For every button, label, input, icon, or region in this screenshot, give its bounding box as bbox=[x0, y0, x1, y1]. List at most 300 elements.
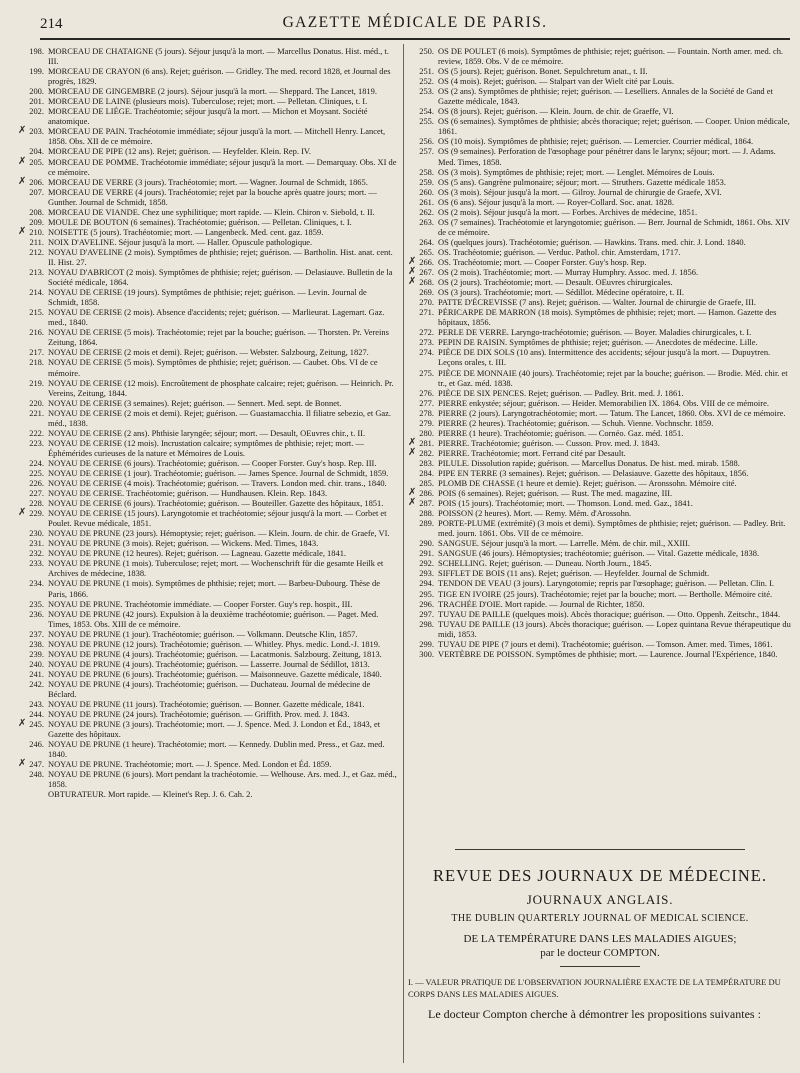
page-header bbox=[40, 10, 790, 36]
entry-number: 234. bbox=[29, 578, 44, 589]
entry-number: 231. bbox=[29, 538, 44, 549]
entry-item bbox=[408, 257, 792, 267]
entry-number: 261. bbox=[419, 196, 434, 207]
entry-number: 275. bbox=[419, 367, 434, 378]
entry-number: 279. bbox=[419, 417, 434, 428]
entry-number: 214. bbox=[29, 287, 44, 298]
entry-item bbox=[408, 589, 792, 599]
entry-number: 226. bbox=[29, 478, 44, 489]
entry-text: PIÈCE DE MONNAIE (40 jours). Trachéotomie; rejet par la bouche; guérison. — Brodie. Méd. chir. et tr., et Gaz. méd. 1838. bbox=[438, 367, 788, 388]
entry-text: TIGE EN IVOIRE (25 jours). Trachéotomie; rejet par la bouche; mort. — Bertholle. Mémoire cité. bbox=[438, 588, 773, 599]
entry-text: NOYAU DE PRUNE (4 jours). Trachéotomie; guérison. — Duchateau. Journal de médecine de Béclard. bbox=[48, 678, 371, 699]
entry-text: NOYAU DE PRUNE (42 jours). Expulsion à la deuxième trachéotomie; guérison. — Paget. Med. Times, 1853. Obs. XIII de ce mémoire. bbox=[48, 608, 379, 629]
entry-item bbox=[18, 709, 398, 719]
entry-number: 237. bbox=[29, 628, 44, 639]
review-rule-top bbox=[455, 849, 745, 850]
entry-item bbox=[408, 187, 792, 197]
entry-number: 296. bbox=[419, 598, 434, 609]
margin-mark: ✗ bbox=[18, 125, 27, 137]
entry-text: MORCEAU DE GINGEMBRE (2 jours). Séjour jusqu'à la mort. — Sheppard. The Lancet, 1819. bbox=[48, 86, 377, 97]
entry-number: 278. bbox=[419, 407, 434, 418]
entry-item bbox=[18, 669, 398, 679]
entry-item bbox=[408, 498, 792, 508]
entry-number: 204. bbox=[29, 146, 44, 157]
entry-item bbox=[18, 538, 398, 548]
entry-text: NOYAU DE CERISE (2 mois et demi). Rejet; guérison. — Webster. Salzbourg, Zeitung, 1827. bbox=[48, 347, 369, 358]
entry-item bbox=[408, 448, 792, 458]
entry-number: 285. bbox=[419, 478, 434, 489]
entry-text: NOYAU DE PRUNE (12 heures). Rejet; guérison. — Lagneau. Gazette médicale, 1841. bbox=[48, 548, 347, 559]
entry-text: PIERRE. Trachéotomie; guérison. — Cusson. Prov. med. J. 1843. bbox=[438, 437, 660, 448]
entry-number: 222. bbox=[29, 427, 44, 438]
entry-number: 298. bbox=[419, 618, 434, 629]
entry-text: PLOMB DE CHASSE (1 heure et demie). Rejet; guérison. — Aronssohn. Mémoire cité. bbox=[438, 478, 737, 489]
entry-text: NOYAU DE PRUNE (6 jours). Trachéotomie; guérison. — Maisonneuve. Gazette médicale, 1840. bbox=[48, 668, 382, 679]
entry-text: NOYAU DE PRUNE (24 jours). Trachéotomie; guérison. — Griffith. Prov. med. J. 1843. bbox=[48, 709, 350, 720]
entry-item bbox=[18, 428, 398, 438]
entry-item bbox=[18, 408, 398, 428]
entry-text: NOYAU DE CERISE. Trachéotomie; guérison. — Hundhausen. Klein. Rep. 1843. bbox=[48, 488, 328, 499]
entry-text: TUYAU DE PIPE (7 jours et demi). Trachéotomie; guérison. — Tomson. Amer. med. Times, 1861. bbox=[438, 638, 773, 649]
entry-item bbox=[408, 398, 792, 408]
entry-item bbox=[408, 388, 792, 398]
entry-number: 212. bbox=[29, 246, 44, 257]
entry-item bbox=[18, 247, 398, 267]
review-journal-name: THE DUBLIN QUARTERLY JOURNAL OF MEDICAL SCIENCE. bbox=[451, 913, 749, 925]
entry-text: OS (10 mois). Symptômes de phthisie; rejet; guérison. — Lemercier. Courrier médical, 1864. bbox=[438, 136, 754, 147]
entry-number: 250. bbox=[419, 46, 434, 56]
entry-number: 252. bbox=[419, 76, 434, 87]
entry-number: 211. bbox=[29, 236, 44, 247]
entry-item bbox=[408, 327, 792, 337]
entry-item bbox=[18, 609, 398, 629]
entry-text: MORCEAU DE LAINE (plusieurs mois). Tuberculose; rejet; mort. — Pelletan. Cliniques, t. I. bbox=[48, 96, 368, 107]
entry-text: OS (8 jours). Rejet; guérison. — Klein. Journ. de chir. de Graeffe, VI. bbox=[438, 106, 674, 117]
entry-item bbox=[408, 177, 792, 187]
review-rule bbox=[560, 966, 640, 967]
entry-number: 267. bbox=[419, 267, 434, 278]
entry-text: PIERRE (1 heure). Trachéotomie; guérison. — Cornéo. Gaz. méd. 1851. bbox=[438, 427, 684, 438]
entry-item bbox=[408, 167, 792, 177]
page-number: 214 bbox=[40, 16, 63, 32]
entry-text: TRACHÉE D'OIE. Mort rapide. — Journal de Richter, 1850. bbox=[438, 598, 645, 609]
entry-text: NOISETTE (5 jours). Trachéotomie; mort. — Langenbeck. Med. cent. gaz. 1859. bbox=[48, 226, 324, 237]
entry-item bbox=[18, 578, 398, 598]
entry-text: MORCEAU DE PAIN. Trachéotomie immédiate; séjour jusqu'à la mort. — Mitchell Henry. Lancet, 1858. Obs. XII de ce mémoire. bbox=[48, 126, 386, 147]
entry-number: 238. bbox=[29, 638, 44, 649]
entry-item bbox=[408, 66, 792, 76]
entry-number: 264. bbox=[419, 236, 434, 247]
entry-text: NOYAU DE PRUNE. Trachéotomie; mort. — J. Spence. Med. London et Éd. 1859. bbox=[48, 759, 332, 770]
entry-number: 199. bbox=[29, 66, 44, 77]
entry-text: POISSON (2 heures). Mort. — Remy. Mém. d'Arossohn. bbox=[438, 508, 632, 519]
entry-item bbox=[18, 639, 398, 649]
entry-item bbox=[408, 599, 792, 609]
entry-item bbox=[408, 347, 792, 367]
entry-text: NOYAU DE PRUNE (1 mois). Tuberculose; rejet; mort. — Wochenschrift für die gesamte Heilk et Archives de médecine, 1838. bbox=[48, 558, 384, 579]
entry-text: OS (4 mois). Rejet; guérison. — Stalpart van der Wielt cité par Louis. bbox=[438, 76, 674, 87]
entry-item bbox=[18, 378, 398, 398]
entry-text: MORCEAU DE PIPE (12 ans). Rejet; guérison. — Heyfelder. Klein. Rep. IV. bbox=[48, 146, 312, 157]
entry-text: SIFFLET DE BOIS (11 ans). Rejet; guérison. — Heyfelder. Journal de Schmidt. bbox=[438, 568, 710, 579]
entry-number: 284. bbox=[419, 467, 434, 478]
entry-item bbox=[18, 458, 398, 468]
entry-text: MORCEAU DE CHATAIGNE (5 jours). Séjour jusqu'à la mort. — Marcellus Donatus. Hist. méd., t. III. bbox=[48, 46, 389, 67]
entry-item bbox=[408, 438, 792, 448]
entry-text: NOYAU DE PRUNE (3 mois). Rejet; guérison. — Wickens. Med. Times, 1843. bbox=[48, 538, 319, 549]
entry-item bbox=[408, 619, 792, 639]
entry-text: TENDON DE VEAU (3 jours). Laryngotomie; repris par l'œsophage; guérison. — Pelletan. Clin. I. bbox=[438, 578, 774, 589]
entry-text: NOYAU DE CERISE (2 mois). Absence d'accidents; rejet; guérison. — Marlieurat. Lagemart. Gaz. med., 1840. bbox=[48, 307, 385, 328]
entry-text: NOYAU DE PRUNE. Trachéotomie immédiate. — Cooper Forster. Guy's rep. hospit., III. bbox=[48, 598, 353, 609]
entry-text: NOYAU DE CERISE (12 mois). Incrustation calcaire; symptômes de phthisie; rejet; mort. — Éphémérides curieuses de la nature et Mémoires de Louis. bbox=[48, 437, 364, 458]
entry-number: 210. bbox=[29, 226, 44, 237]
entry-number: 219. bbox=[29, 377, 44, 388]
entry-text: POIS (15 jours). Trachéotomie; mort. — Thomson. Lond. med. Gaz., 1841. bbox=[438, 498, 693, 509]
entry-number: 277. bbox=[419, 397, 434, 408]
entry-number: 216. bbox=[29, 327, 44, 338]
entry-item bbox=[408, 568, 792, 578]
entry-number: 205. bbox=[29, 156, 44, 167]
entry-item bbox=[18, 227, 398, 237]
entry-item bbox=[408, 217, 792, 237]
entry-number: 247. bbox=[29, 759, 44, 770]
entry-item bbox=[18, 398, 398, 408]
section-heading: I. — VALEUR PRATIQUE DE L'OBSERVATION JOURNALIÈRE EXACTE DE LA TEMPÉRATURE DU CORPS DANS LES MALADIES AIGUES. bbox=[408, 977, 781, 999]
entry-item bbox=[18, 548, 398, 558]
entry-item bbox=[408, 116, 792, 136]
entry-number: 266. bbox=[419, 256, 434, 267]
entry-number: 273. bbox=[419, 337, 434, 348]
entry-text: OS (3 mois). Symptômes de phthisie; rejet; mort. — Lenglet. Mémoires de Louis. bbox=[438, 166, 715, 177]
entry-text: PILULE. Dissolution rapide; guérison. — Marcellus Donatus. De hist. med. mirab. 1588. bbox=[438, 457, 740, 468]
entry-text: NOYAU DE PRUNE (3 jours). Trachéotomie; mort. — J. Spence. Med. J. London et Éd., 1843, et Gazette des hôpitaux. bbox=[48, 719, 381, 740]
entry-item bbox=[18, 498, 398, 508]
entry-number: 256. bbox=[419, 136, 434, 147]
entry-text: MORCEAU DE VERRE (3 jours). Trachéotomie; mort. — Wagner. Journal de Schmidt, 1865. bbox=[48, 176, 368, 187]
entry-item bbox=[408, 237, 792, 247]
entry-number: 290. bbox=[419, 538, 434, 549]
entry-item bbox=[408, 368, 792, 388]
left-column bbox=[18, 46, 398, 1067]
entry-text: PEPIN DE RAISIN. Symptômes de phthisie; rejet; guérison. — Anecdotes de médecine. Lille. bbox=[438, 337, 758, 348]
entry-item bbox=[18, 699, 398, 709]
entry-number: 299. bbox=[419, 638, 434, 649]
entry-text: NOYAU DE CERISE (12 mois). Encroûtement de phosphate calcaire; rejet; guérison. — Heinrich. Pr. Vereins, Zeitung, 1844. bbox=[48, 377, 394, 398]
entry-text: OS (3 mois). Séjour jusqu'à la mort. — Gilroy. Journal de chirurgie de Graefe, XVI. bbox=[438, 186, 722, 197]
margin-mark: ✗ bbox=[18, 507, 27, 519]
entry-number: 225. bbox=[29, 467, 44, 478]
entry-item bbox=[18, 438, 398, 458]
entry-text: NOYAU DE CERISE (5 mois). Symptômes de phthisie; rejet; guérison. — Caubet. Obs. VI de ce mémoire. bbox=[48, 357, 378, 378]
entry-number: 229. bbox=[29, 508, 44, 519]
entry-item bbox=[408, 136, 792, 146]
entry-item bbox=[408, 247, 792, 257]
entry-number: 297. bbox=[419, 608, 434, 619]
review-title: REVUE DES JOURNAUX DE MÉDECINE. bbox=[433, 866, 767, 885]
entry-number: 236. bbox=[29, 608, 44, 619]
entry-number: 233. bbox=[29, 558, 44, 569]
entry-text: MORCEAU DE VIANDE. Chez une syphilitique; mort rapide. — Klein. Chiron v. Siebold, t. II. bbox=[48, 206, 375, 217]
entry-text: PORTE-PLUME (extrémité) (3 mois et demi). Symptômes de phthisie; rejet; guérison. — Padley. Brit. med. journ. 1861. Obs. VII de ce mémoire. bbox=[438, 518, 786, 539]
margin-mark: ✗ bbox=[18, 758, 27, 770]
entry-text: PIÈCE DE SIX PENCES. Rejet; guérison. — Padley. Brit. med. J. 1861. bbox=[438, 387, 684, 398]
entry-item bbox=[18, 599, 398, 609]
entry-text: NOYAU DE CERISE (5 mois). Trachéotomie; rejet par la bouche; guérison. — Thorsten. Pr. Vereins Zeitung, 1864. bbox=[48, 327, 389, 348]
entry-text: OS (2 jours). Trachéotomie; mort. — Desault. OEuvres chirurgicales. bbox=[438, 277, 673, 288]
entry-number: 245. bbox=[29, 719, 44, 730]
entry-item bbox=[18, 357, 398, 377]
entry-item bbox=[408, 609, 792, 619]
entry-text: MORCEAU DE POMME. Trachéotomie immédiate; séjour jusqu'à la mort. — Demarquay. Obs. XI de ce mémoire. bbox=[48, 156, 397, 177]
entry-number: 286. bbox=[419, 488, 434, 499]
entry-number: 274. bbox=[419, 347, 434, 358]
entry-item bbox=[408, 106, 792, 116]
entry-text: TUYAU DE PAILLE (13 jours). Abcès thoracique; guérison. — Lopez quintana Revue thérapeutique du midi, 1853. bbox=[438, 618, 791, 639]
entry-number: 218. bbox=[29, 357, 44, 368]
entry-number: 203. bbox=[29, 126, 44, 137]
entry-number: 221. bbox=[29, 407, 44, 418]
entry-item bbox=[18, 719, 398, 739]
entry-number: 293. bbox=[419, 568, 434, 579]
entry-number: 259. bbox=[419, 176, 434, 187]
entry-number: 206. bbox=[29, 176, 44, 187]
entry-number: 265. bbox=[419, 246, 434, 257]
margin-mark: ✗ bbox=[408, 255, 417, 267]
entry-text: NOYAU DE PRUNE (11 jours). Trachéotomie; guérison. — Bonner. Gazette médicale, 1841. bbox=[48, 699, 365, 710]
entry-item bbox=[18, 237, 398, 247]
entry-text: PIERRE enkystée; séjour; guérison. — Heider. Memorabilien IX. 1864. Obs. VIII de ce mémoire. bbox=[438, 397, 769, 408]
entry-number: 270. bbox=[419, 297, 434, 308]
entry-number: 235. bbox=[29, 598, 44, 609]
entry-number: 255. bbox=[419, 116, 434, 127]
entry-text: NOYAU DE CERISE (6 jours). Trachéotomie; guérison. — Cooper Forster. Guy's hosp. Rep. III. bbox=[48, 457, 377, 468]
entry-item bbox=[408, 478, 792, 488]
entry-number: 291. bbox=[419, 548, 434, 559]
entry-number: 228. bbox=[29, 498, 44, 509]
entry-item bbox=[18, 759, 398, 769]
margin-mark: ✗ bbox=[408, 446, 417, 458]
entry-text: OS. Trachéotomie; guérison. — Verduc. Pathol. chir. Amsterdam, 1717. bbox=[438, 246, 681, 257]
margin-mark: ✗ bbox=[18, 175, 27, 187]
article-author: par le docteur COMPTON. bbox=[540, 946, 660, 959]
entry-text: PÉRICARPE DE MARRON (18 mois). Symptômes de phthisie; rejet; mort. — Hamon. Gazette des hôpitaux, 1856. bbox=[438, 307, 777, 328]
entry-item bbox=[18, 66, 398, 86]
entry-item bbox=[18, 508, 398, 528]
entry-item bbox=[408, 197, 792, 207]
entry-item bbox=[18, 629, 398, 639]
entry-text: NOYAU DE CERISE (6 jours). Trachéotomie; guérison. — Bouteiller. Gazette des hôpitaux, 1851. bbox=[48, 498, 384, 509]
entry-item bbox=[18, 187, 398, 207]
entry-number: 215. bbox=[29, 307, 44, 318]
entry-number: 239. bbox=[29, 648, 44, 659]
entry-number: 202. bbox=[29, 106, 44, 117]
right-entries bbox=[408, 46, 792, 659]
entry-number: 213. bbox=[29, 267, 44, 278]
entry-number: 254. bbox=[419, 106, 434, 117]
entry-number: 281. bbox=[419, 437, 434, 448]
entry-text: PIÈCE DE DIX SOLS (10 ans). Intermittence des accidents; séjour jusqu'à la mort. — Dupuytren. Leçons orales, t. III. bbox=[438, 347, 771, 368]
entry-text: OS (5 ans). Gangrène pulmonaire; séjour; mort. — Struthers. Gazette médicale 1853. bbox=[438, 176, 726, 187]
entry-item bbox=[408, 267, 792, 277]
entry-number: 243. bbox=[29, 699, 44, 710]
entry-item bbox=[18, 347, 398, 357]
entry-text: NOYAU DE PRUNE (12 jours). Trachéotomie; guérison. — Whitley. Phys. medic. Lond.-J. 1819. bbox=[48, 638, 381, 649]
entry-item bbox=[18, 106, 398, 126]
entry-text: NOYAU DE CERISE (19 jours). Symptômes de phthisie; rejet; guérison. — Levin. Journal de Schmidt, 1858. bbox=[48, 287, 367, 308]
entry-item bbox=[408, 76, 792, 86]
review-subtitle: JOURNAUX ANGLAIS. bbox=[526, 891, 674, 907]
entry-text: NOYAU DE CERISE (2 ans). Phthisie laryngée; séjour; mort. — Desault, OEuvres chir., t. II. bbox=[48, 427, 366, 438]
entry-item bbox=[408, 639, 792, 649]
entry-number: 198. bbox=[29, 46, 44, 56]
entry-text: OS (2 mois). Séjour jusqu'à la mort. — Forbes. Archives de médecine, 1851. bbox=[438, 206, 698, 217]
entry-item bbox=[18, 126, 398, 146]
entry-text: OS (5 jours). Rejet; guérison. Bonet. Sepulchretum anat., t. II. bbox=[438, 66, 648, 77]
entry-item bbox=[18, 287, 398, 307]
entry-number: 262. bbox=[419, 206, 434, 217]
entry-text: OS (9 semaines). Perforation de l'œsophage pour pénétrer dans le larynx; séjour; mort. — J. Adams. Med. Times, 1858. bbox=[438, 146, 776, 167]
entry-item bbox=[18, 649, 398, 659]
running-title: GAZETTE MÉDICALE DE PARIS. bbox=[282, 14, 548, 31]
entry-item bbox=[408, 649, 792, 659]
entry-item bbox=[408, 428, 792, 438]
margin-mark: ✗ bbox=[408, 487, 417, 499]
entry-text: OS (2 mois). Trachéotomie; mort. — Murray Humphry. Assoc. med. J. 1856. bbox=[438, 267, 699, 278]
entry-text: OS (6 ans). Séjour jusqu'à la mort. — Royer-Collard. Soc. anat. 1828. bbox=[438, 196, 674, 207]
entry-number: 207. bbox=[29, 186, 44, 197]
entry-text: NOYAU DE PRUNE (4 jours). Trachéotomie; guérison. — Lasserre. Journal de Sédillot, 1813. bbox=[48, 658, 370, 669]
margin-mark: ✗ bbox=[18, 155, 27, 167]
entry-text: MOULE DE BOUTON (6 semaines). Trachéotomie; guérison. — Pelletan. Cliniques, t. I. bbox=[48, 216, 352, 227]
entry-text: NOYAU DE CERISE (15 jours). Laryngotomie et trachéotomie; séjour jusqu'à la mort. — Corbet et Poulet. Revue médicale, 1851. bbox=[48, 508, 387, 529]
entry-number: 240. bbox=[29, 658, 44, 669]
entry-number: 242. bbox=[29, 678, 44, 689]
entry-item bbox=[408, 558, 792, 568]
entry-number: 253. bbox=[419, 86, 434, 97]
entry-text: PIERRE. Trachéotomie; mort. Ferrand cité par Desault. bbox=[438, 447, 626, 458]
entry-item bbox=[18, 769, 398, 789]
entry-text: NOYAU DE PRUNE (23 jours). Hémoptysie; rejet; guérison. — Klein. Journ. de chir. de Graefe, VI. bbox=[48, 528, 390, 539]
entry-number: 220. bbox=[29, 397, 44, 408]
entry-text: NOYAU DE CERISE (4 mois). Trachéotomie; guérison. — Travers. London med. chir. trans., 1840. bbox=[48, 478, 387, 489]
margin-mark: ✗ bbox=[408, 497, 417, 509]
entry-number: 208. bbox=[29, 206, 44, 217]
entry-number: 232. bbox=[29, 548, 44, 559]
entry-number: 241. bbox=[29, 668, 44, 679]
entry-item bbox=[408, 207, 792, 217]
entry-item bbox=[18, 86, 398, 96]
margin-mark: ✗ bbox=[408, 436, 417, 448]
entry-item bbox=[408, 458, 792, 468]
margin-mark: ✗ bbox=[408, 266, 417, 278]
entry-item bbox=[408, 277, 792, 287]
margin-mark: ✗ bbox=[18, 225, 27, 237]
entry-item bbox=[18, 157, 398, 177]
entry-item bbox=[408, 287, 792, 297]
entry-item bbox=[18, 46, 398, 66]
entry-item bbox=[408, 307, 792, 327]
entry-item bbox=[408, 518, 792, 538]
margin-mark: ✗ bbox=[18, 718, 27, 730]
entry-text: TUYAU DE PAILLE (quelques mois). Abcès thoracique; guérison. — Otto. Oppenh. Zeitschr., 1844. bbox=[438, 608, 781, 619]
entry-number: 268. bbox=[419, 277, 434, 288]
entry-item bbox=[18, 96, 398, 106]
entry-text: NOYAU D'ABRICOT (2 mois). Symptômes de phthisie; rejet; guérison. — Delasiauve. Bulletin de la Société médicale, 1864. bbox=[48, 267, 393, 288]
entry-number: 200. bbox=[29, 86, 44, 97]
entry-item bbox=[18, 488, 398, 498]
entry-number: 217. bbox=[29, 347, 44, 358]
entry-number: 300. bbox=[419, 648, 434, 659]
entry-item bbox=[408, 337, 792, 347]
entry-text: SCHELLING. Rejet; guérison. — Duneau. North Journ., 1845. bbox=[438, 558, 652, 569]
entry-item bbox=[18, 789, 398, 799]
entry-text: OS (7 semaines). Trachéotomie et laryngotomie; guérison. — Berr. Journal de Schmidt, 1861. Obs. XIV de ce mémoire. bbox=[438, 216, 790, 237]
entry-number: 276. bbox=[419, 387, 434, 398]
right-column bbox=[408, 46, 792, 1067]
column-divider bbox=[403, 44, 404, 1063]
entry-item bbox=[408, 538, 792, 548]
entry-item bbox=[18, 528, 398, 538]
entry-text: VERTÈBRE DE POISSON. Symptômes de phthisie; mort. — Laurence. Journal l'Expérience, 1840. bbox=[438, 648, 778, 659]
entry-text: PIPE EN TERRE (3 semaines). Rejet; guérison. — Delasiauve. Gazette des hôpitaux, 1856. bbox=[438, 467, 749, 478]
entry-number: 294. bbox=[419, 578, 434, 589]
entry-text: PATTE D'ÉCREVISSE (7 ans). Rejet; guérison. — Walter. Journal de chirurgie de Graefe, III. bbox=[438, 297, 756, 308]
entry-item bbox=[18, 177, 398, 187]
entry-number: 295. bbox=[419, 588, 434, 599]
entry-text: POIS (6 semaines). Rejet; guérison. — Rust. The med. magazine, III. bbox=[438, 488, 673, 499]
entry-item bbox=[18, 478, 398, 488]
entry-number: 223. bbox=[29, 437, 44, 448]
journal-review bbox=[408, 849, 792, 1022]
entry-text: NOYAU DE PRUNE (6 jours). Mort pendant la trachéotomie. — Welhouse. Ars. med. J., et Gaz. méd., 1858. bbox=[48, 769, 397, 790]
entry-text: OS (6 semaines). Symptômes de phthisie; abcès thoracique; rejet; guérison. — Cooper. Union médicale, 1861. bbox=[438, 116, 790, 137]
entry-number: 263. bbox=[419, 216, 434, 227]
entry-item bbox=[18, 327, 398, 347]
entry-item bbox=[18, 679, 398, 699]
entry-number: 271. bbox=[419, 307, 434, 318]
entry-text: OS. Trachéotomie; mort. — Cooper Forster. Guy's hosp. Rep. bbox=[438, 256, 647, 267]
entry-text: NOYAU DE CERISE (2 mois et demi). Rejet; guérison. — Guastamacchia. Il filiatre sebezio, et Gaz. méd., 1838. bbox=[48, 407, 392, 428]
entry-item bbox=[408, 408, 792, 418]
entry-number: 292. bbox=[419, 558, 434, 569]
entry-item bbox=[18, 659, 398, 669]
entry-number: 288. bbox=[419, 508, 434, 519]
entry-item bbox=[18, 307, 398, 327]
entry-text: MORCEAU DE VERRE (4 jours). Trachéotomie; rejet par la bouche après quatre jours; mort. — Gunther. Journal de Schmidt, 1858. bbox=[48, 186, 377, 207]
article-title: DE LA TEMPÉRATURE DANS LES MALADIES AIGUES; bbox=[463, 932, 737, 945]
entry-item bbox=[408, 578, 792, 588]
entry-text: NOIX D'AVELINE. Séjour jusqu'à la mort. — Haller. Opuscule pathologique. bbox=[48, 236, 313, 247]
entry-text: PIERRE (2 heures). Trachéotomie; guérison. — Schuh. Vienne. Vochnschr. 1859. bbox=[438, 417, 714, 428]
entry-number: 260. bbox=[419, 186, 434, 197]
entry-text: NOYAU DE PRUNE (1 heure). Trachéotomie; mort. — Kennedy. Dublin med. Press., et Gaz. med. 1840. bbox=[48, 739, 385, 760]
entry-item bbox=[408, 146, 792, 166]
entry-item bbox=[18, 217, 398, 227]
article-body: Le docteur Compton cherche à démontrer les propositions suivantes : bbox=[428, 1006, 761, 1021]
entry-number: 227. bbox=[29, 488, 44, 499]
entry-number: 251. bbox=[419, 66, 434, 77]
entry-text: OBTURATEUR. Mort rapide. — Kleinet's Rep. J. 6. Cah. 2. bbox=[48, 789, 253, 800]
entry-item bbox=[408, 468, 792, 478]
entry-number: 246. bbox=[29, 739, 44, 750]
entry-text: MORCEAU DE CRAYON (6 ans). Rejet; guérison. — Gridley. The med. record 1828, et Journal des progrès, 1829. bbox=[48, 66, 391, 87]
entry-number: 272. bbox=[419, 327, 434, 338]
entry-text: NOYAU DE PRUNE (1 mois). Symptômes de phthisie; rejet; mort. — Barbeu-Dubourg. Thèse de Paris, 1866. bbox=[48, 578, 380, 599]
entry-number: 244. bbox=[29, 709, 44, 720]
entry-number: 269. bbox=[419, 287, 434, 298]
entry-number: 280. bbox=[419, 427, 434, 438]
